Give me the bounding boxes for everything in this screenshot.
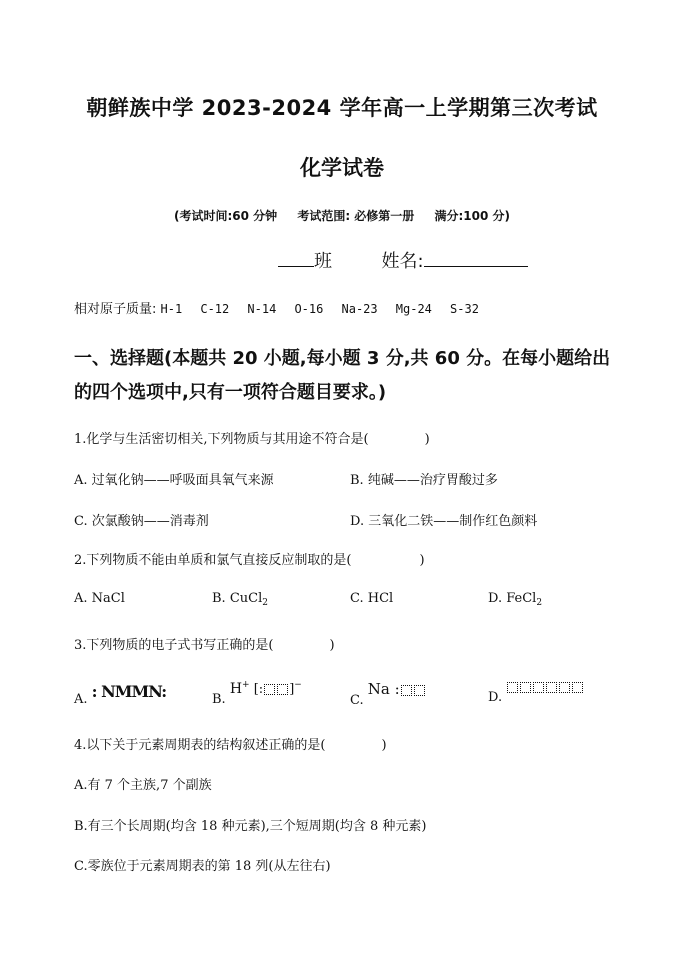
charge: − [294,680,302,690]
question-2-text: 2.下列物质不能由单质和氯气直接反应制取的是( [74,553,352,568]
question-2-option-a: A. NaCl [74,591,125,606]
atomic-mass-item: Mg-24 [395,302,432,316]
question-2-option-c: C. HCl [350,591,394,606]
question-3-close: ) [329,638,335,653]
question-4-option-c: C.零族位于元素周期表的第 18 列(从左往右) [74,859,331,874]
option-label: A. [74,692,88,707]
atomic-mass-item: S-32 [450,302,479,316]
question-2-option-d [488,591,542,608]
class-blank[interactable] [278,266,314,267]
atomic-masses-label: 相对原子质量: [74,302,157,317]
electron-dot-icon [277,684,288,695]
name-line [278,247,528,273]
name-label: 姓名: [381,251,424,272]
option-label: D. [488,690,503,705]
exam-scope: 考试范围: 必修第一册 [297,209,415,223]
question-1-option-d: D. 三氧化二铁——制作红色颜料 [350,514,538,529]
question-1-close: ) [424,432,430,447]
electron-dot-icon [559,682,570,693]
question-2-option-b [212,591,268,608]
question-4-stem [74,734,387,753]
electron-dot-icon [264,684,275,695]
electron-formula-a: : NMMN: [91,682,167,701]
exam-subtitle: 化学试卷 [300,156,384,180]
question-2-stem [74,549,425,568]
electron-dot-icon [414,685,425,696]
question-3-option-d [488,680,584,705]
atomic-mass-item: Na-23 [341,302,378,316]
question-1-stem [74,428,430,447]
subscript: 2 [536,598,543,608]
question-1-option-c: C. 次氯酸钠——消毒剂 [74,514,209,529]
electron-formula-c: Na : [367,680,400,698]
electron-dot-icon [507,682,518,693]
subscript: 2 [262,598,268,608]
question-4-option-a: A.有 7 个主族,7 个副族 [74,778,212,793]
bracket: ] [289,682,295,697]
question-3-stem [74,634,335,653]
question-1-option-a: A. 过氧化钠——呼吸面具氧气来源 [74,473,274,488]
option-label: B. [212,692,226,707]
atomic-mass-item: H-1 [160,302,183,316]
question-3-text: 3.下列物质的电子式书写正确的是( [74,638,274,653]
question-3-option-b [212,680,302,707]
section-heading-line2: 的四个选项中,只有一项符合题目要求。) [74,382,387,403]
section-heading [74,342,634,410]
bracket: [: [253,682,264,697]
electron-dot-icon [533,682,544,693]
exam-info [0,207,684,224]
question-4-text: 4.以下关于元素周期表的结构叙述正确的是( [74,738,326,753]
question-4-close: ) [381,738,387,753]
atomic-mass-item: C-12 [200,302,230,316]
exam-title: 朝鲜族中学 2023-2024 学年高一上学期第三次考试 [86,96,598,120]
option-d-formula: D. FeCl [488,591,537,606]
electron-formula-b: H [229,681,243,697]
exam-time: (考试时间:60 分钟 [173,209,278,223]
atomic-mass-item: O-16 [294,302,324,316]
atomic-mass-item: N-14 [247,302,277,316]
electron-dot-icon [401,685,412,696]
electron-dot-icon [520,682,531,693]
option-label: C. [350,693,364,708]
question-1-option-b: B. 纯碱——治疗胃酸过多 [350,473,498,488]
class-label: 班 [314,251,332,272]
question-2-close: ) [419,553,425,568]
superscript: + [242,680,250,690]
electron-dot-icon [546,682,557,693]
question-4-option-b: B.有三个长周期(均含 18 种元素),三个短周期(均含 8 种元素) [74,819,427,834]
question-3-option-a [74,682,166,707]
full-score: 满分:100 分) [434,209,511,223]
name-blank[interactable] [424,266,528,267]
section-heading-line1: 一、选择题(本题共 20 小题,每小题 3 分,共 60 分。在每小题给出 [74,348,611,369]
electron-dot-icon [572,682,583,693]
option-b-formula: B. CuCl [212,591,263,606]
question-3-option-c [350,680,426,708]
question-1-text: 1.化学与生活密切相关,下列物质与其用途不符合是( [74,432,369,447]
atomic-masses [74,298,493,317]
